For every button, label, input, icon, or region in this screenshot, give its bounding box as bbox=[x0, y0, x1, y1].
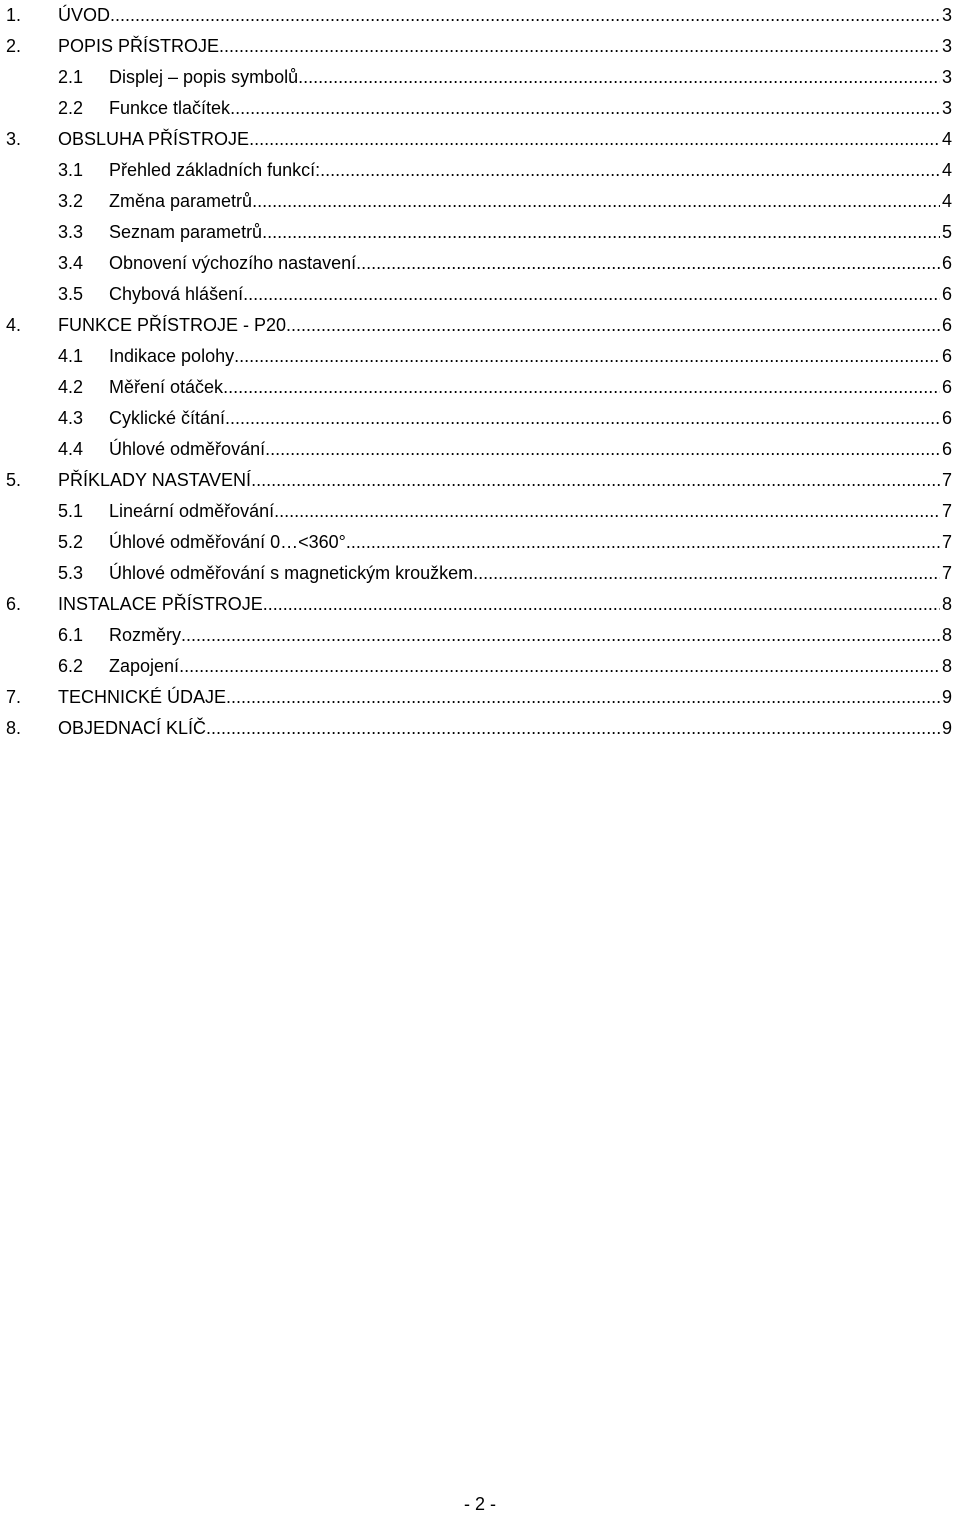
toc-entry-number: 4.4 bbox=[58, 439, 84, 459]
toc-entry-body bbox=[109, 527, 952, 558]
toc-entry-page: 9 bbox=[941, 718, 952, 738]
toc-entry[interactable] bbox=[0, 93, 960, 124]
toc-entry[interactable] bbox=[0, 713, 960, 744]
toc-entry-page: 6 bbox=[941, 284, 952, 304]
toc-entry-title: FUNKCE PŘÍSTROJE - P20 bbox=[58, 310, 286, 341]
toc-entry-page: 8 bbox=[941, 594, 952, 614]
toc-entry[interactable] bbox=[0, 186, 960, 217]
toc-entry[interactable] bbox=[0, 217, 960, 248]
toc-leader-dots bbox=[219, 31, 940, 62]
toc-entry-title: Indikace polohy bbox=[109, 341, 234, 372]
toc-entry-number: 5.1 bbox=[58, 501, 84, 521]
toc-entry-body bbox=[109, 186, 952, 217]
toc-entry[interactable] bbox=[0, 341, 960, 372]
toc-entry-page: 8 bbox=[941, 656, 952, 676]
toc-entry-number: 2. bbox=[6, 36, 22, 56]
toc-entry-page: 3 bbox=[941, 67, 952, 87]
toc-entry-title: ÚVOD bbox=[58, 0, 110, 31]
toc-entry-number: 8. bbox=[6, 718, 22, 738]
toc-entry-page: 6 bbox=[941, 439, 952, 459]
toc-entry-body bbox=[109, 93, 952, 124]
toc-entry-page: 8 bbox=[941, 625, 952, 645]
toc-entry[interactable] bbox=[0, 403, 960, 434]
toc-entry-body bbox=[109, 341, 952, 372]
toc-entry-number: 6.1 bbox=[58, 625, 84, 645]
toc-leader-dots bbox=[223, 372, 940, 403]
toc-entry[interactable] bbox=[0, 496, 960, 527]
toc-entry[interactable] bbox=[0, 558, 960, 589]
toc-entry-page: 3 bbox=[941, 5, 952, 25]
toc-entry-body bbox=[58, 589, 952, 620]
toc-entry-number: 6.2 bbox=[58, 656, 84, 676]
toc-entry-number: 3.4 bbox=[58, 253, 84, 273]
toc-entry-title: Úhlové odměřování bbox=[109, 434, 265, 465]
toc-entry-page: 4 bbox=[941, 129, 952, 149]
toc-entry-title: Obnovení výchozího nastavení bbox=[109, 248, 356, 279]
toc-leader-dots bbox=[251, 465, 940, 496]
toc-entry-body bbox=[58, 465, 952, 496]
toc-entry-body bbox=[109, 620, 952, 651]
toc-entry-page: 6 bbox=[941, 346, 952, 366]
toc-leader-dots bbox=[110, 0, 940, 31]
toc-entry-title: Změna parametrů bbox=[109, 186, 252, 217]
toc-entry[interactable] bbox=[0, 155, 960, 186]
toc-entry[interactable] bbox=[0, 682, 960, 713]
toc-leader-dots bbox=[286, 310, 940, 341]
page-number: - 2 - bbox=[463, 1494, 496, 1514]
toc-entry-number: 4.3 bbox=[58, 408, 84, 428]
toc-entry-body bbox=[58, 0, 952, 31]
toc-entry-body bbox=[58, 682, 952, 713]
toc-entry[interactable] bbox=[0, 62, 960, 93]
toc-entry-number: 7. bbox=[6, 687, 22, 707]
toc-leader-dots bbox=[262, 217, 940, 248]
toc-entry[interactable] bbox=[0, 248, 960, 279]
toc-entry-body bbox=[109, 434, 952, 465]
toc-leader-dots bbox=[206, 713, 940, 744]
toc-entry-body bbox=[109, 496, 952, 527]
toc-entry-page: 6 bbox=[941, 315, 952, 335]
toc-entry-number: 4.2 bbox=[58, 377, 84, 397]
toc-leader-dots bbox=[225, 403, 940, 434]
toc-entry-number: 3.5 bbox=[58, 284, 84, 304]
toc-entry-body bbox=[58, 713, 952, 744]
toc-leader-dots bbox=[226, 682, 940, 713]
toc-entry-body bbox=[58, 124, 952, 155]
toc-entry-title: Funkce tlačítek bbox=[109, 93, 230, 124]
toc-leader-dots bbox=[298, 62, 940, 93]
toc-entry[interactable] bbox=[0, 527, 960, 558]
toc-entry[interactable] bbox=[0, 620, 960, 651]
toc-entry-body bbox=[109, 403, 952, 434]
toc-entry-title: OBJEDNACÍ KLÍČ bbox=[58, 713, 206, 744]
toc-entry[interactable] bbox=[0, 589, 960, 620]
toc-entry-number: 4. bbox=[6, 315, 22, 335]
toc-leader-dots bbox=[265, 434, 940, 465]
toc-entry-title: Zapojení bbox=[109, 651, 179, 682]
toc-entry-title: PŘÍKLADY NASTAVENÍ bbox=[58, 465, 251, 496]
toc-entry-title: Lineární odměřování bbox=[109, 496, 274, 527]
toc-entry-page: 9 bbox=[941, 687, 952, 707]
toc-leader-dots bbox=[249, 124, 940, 155]
toc-entry-title: Úhlové odměřování s magnetickým kroužkem bbox=[109, 558, 473, 589]
toc-leader-dots bbox=[234, 341, 940, 372]
toc-leader-dots bbox=[243, 279, 940, 310]
toc-entry[interactable] bbox=[0, 0, 960, 31]
toc-entry-page: 6 bbox=[941, 253, 952, 273]
toc-entry-number: 6. bbox=[6, 594, 22, 614]
toc-entry-body bbox=[109, 372, 952, 403]
toc-entry-page: 6 bbox=[941, 377, 952, 397]
toc-entry[interactable] bbox=[0, 31, 960, 62]
toc-entry-page: 7 bbox=[941, 501, 952, 521]
toc-leader-dots bbox=[274, 496, 940, 527]
toc-entry-number: 5.2 bbox=[58, 532, 84, 552]
toc-entry[interactable] bbox=[0, 651, 960, 682]
toc-entry[interactable] bbox=[0, 279, 960, 310]
toc-entry-page: 3 bbox=[941, 98, 952, 118]
toc-entry-title: POPIS PŘÍSTROJE bbox=[58, 31, 219, 62]
toc-entry-page: 7 bbox=[941, 563, 952, 583]
toc-entry-page: 6 bbox=[941, 408, 952, 428]
toc-entry-number: 3. bbox=[6, 129, 22, 149]
toc-entry-number: 3.1 bbox=[58, 160, 84, 180]
toc-entry-number: 2.1 bbox=[58, 67, 84, 87]
toc-entry-title: OBSLUHA PŘÍSTROJE bbox=[58, 124, 249, 155]
toc-entry[interactable] bbox=[0, 434, 960, 465]
toc-entry-title: Displej – popis symbolů bbox=[109, 62, 298, 93]
toc-entry-body bbox=[109, 558, 952, 589]
toc-entry-title: Cyklické čítání bbox=[109, 403, 225, 434]
toc-leader-dots bbox=[346, 527, 940, 558]
toc-leader-dots bbox=[320, 155, 940, 186]
toc-entry-title: Přehled základních funkcí: bbox=[109, 155, 320, 186]
toc-entry-number: 3.2 bbox=[58, 191, 84, 211]
toc-entry-title: Chybová hlášení bbox=[109, 279, 243, 310]
toc-entry-number: 5.3 bbox=[58, 563, 84, 583]
toc-leader-dots bbox=[181, 620, 940, 651]
toc-entry[interactable] bbox=[0, 124, 960, 155]
toc-entry-title: Měření otáček bbox=[109, 372, 223, 403]
toc-leader-dots bbox=[356, 248, 940, 279]
toc-entry-page: 3 bbox=[941, 36, 952, 56]
toc-entry[interactable] bbox=[0, 372, 960, 403]
toc-leader-dots bbox=[473, 558, 940, 589]
toc-entry-page: 7 bbox=[941, 470, 952, 490]
toc-entry-page: 4 bbox=[941, 191, 952, 211]
toc-entry-title: Úhlové odměřování 0…<360° bbox=[109, 527, 346, 558]
toc-entry-page: 5 bbox=[941, 222, 952, 242]
toc-entry-body bbox=[109, 155, 952, 186]
toc-leader-dots bbox=[179, 651, 940, 682]
toc-entry-title: TECHNICKÉ ÚDAJE bbox=[58, 682, 226, 713]
toc-entry[interactable] bbox=[0, 310, 960, 341]
toc-entry-number: 2.2 bbox=[58, 98, 84, 118]
toc-entry-body bbox=[109, 217, 952, 248]
toc-entry-page: 7 bbox=[941, 532, 952, 552]
toc-entry-body bbox=[58, 310, 952, 341]
toc-entry-body bbox=[109, 279, 952, 310]
toc-entry-body bbox=[109, 248, 952, 279]
toc-leader-dots bbox=[263, 589, 940, 620]
toc-entry-body bbox=[109, 651, 952, 682]
toc-entry-title: INSTALACE PŘÍSTROJE bbox=[58, 589, 263, 620]
toc-entry-body bbox=[109, 62, 952, 93]
toc-leader-dots bbox=[230, 93, 940, 124]
toc-entry-body bbox=[58, 31, 952, 62]
toc-entry[interactable] bbox=[0, 465, 960, 496]
toc-entry-page: 4 bbox=[941, 160, 952, 180]
toc-entry-number: 1. bbox=[6, 5, 22, 25]
toc-entry-title: Rozměry bbox=[109, 620, 181, 651]
toc-entry-number: 3.3 bbox=[58, 222, 84, 242]
toc-entry-number: 4.1 bbox=[58, 346, 84, 366]
toc-entry-title: Seznam parametrů bbox=[109, 217, 262, 248]
toc-entry-number: 5. bbox=[6, 470, 22, 490]
toc-leader-dots bbox=[252, 186, 940, 217]
